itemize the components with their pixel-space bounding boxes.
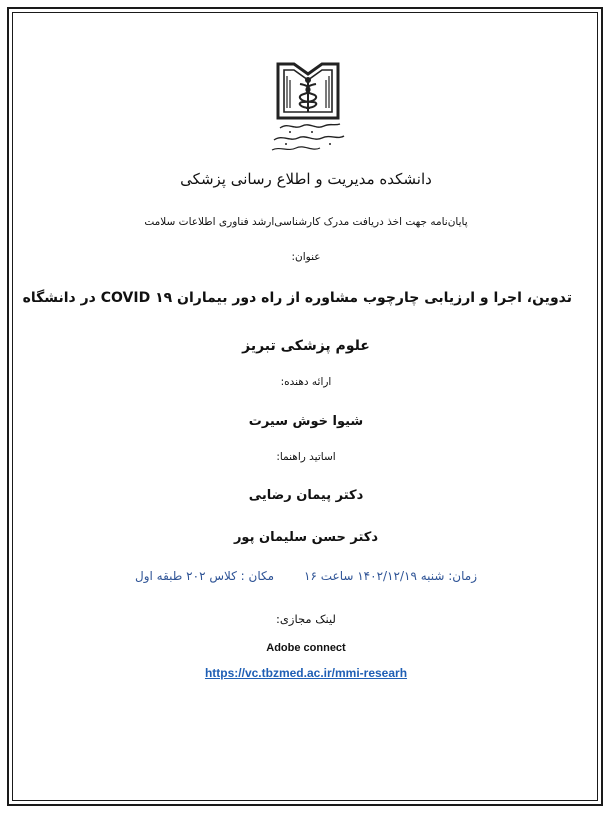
university-emblem-icon: [260, 56, 356, 156]
thesis-note: پایان‌نامه جهت اخذ دریافت مدرک کارشناسی‌ارشد فناوری اطلاعات سلامت: [144, 216, 468, 228]
virtual-link: [40, 666, 572, 680]
schedule-place: مکان : کلاس ۲۰۲ طبقه اول: [135, 569, 275, 583]
supervisor-name: دکتر حسن سلیمان پور: [233, 530, 379, 545]
thesis-title-line-1: تدوین، اجرا و ارزیابی چارچوب مشاوره از راه دور بیماران ۱۹ COVID در دانشگاه: [22, 290, 572, 306]
schedule-info: [40, 569, 572, 583]
thesis-title-line-2: علوم پزشکی تبریز: [242, 338, 370, 354]
schedule-time: زمان: شنبه ۱۴۰۲/۱۲/۱۹ ساعت ۱۶: [304, 569, 477, 583]
platform-name: Adobe connect: [266, 642, 346, 654]
virtual-link-label: لینک مجازی:: [276, 612, 336, 626]
presenter-name: شیوا خوش سیرت: [248, 414, 364, 429]
supervisor-name: دکتر پیمان رضایی: [248, 488, 364, 503]
virtual-link-url[interactable]: https://vc.tbzmed.ac.ir/mmi-researh: [204, 666, 408, 680]
supervisors-label: اساتید راهنما:: [276, 451, 336, 463]
title-label: عنوان:: [291, 251, 321, 263]
presenter-label: ارائه دهنده:: [280, 376, 332, 388]
faculty-name: دانشکده مدیریت و اطلاع رسانی پزشکی: [180, 170, 432, 188]
